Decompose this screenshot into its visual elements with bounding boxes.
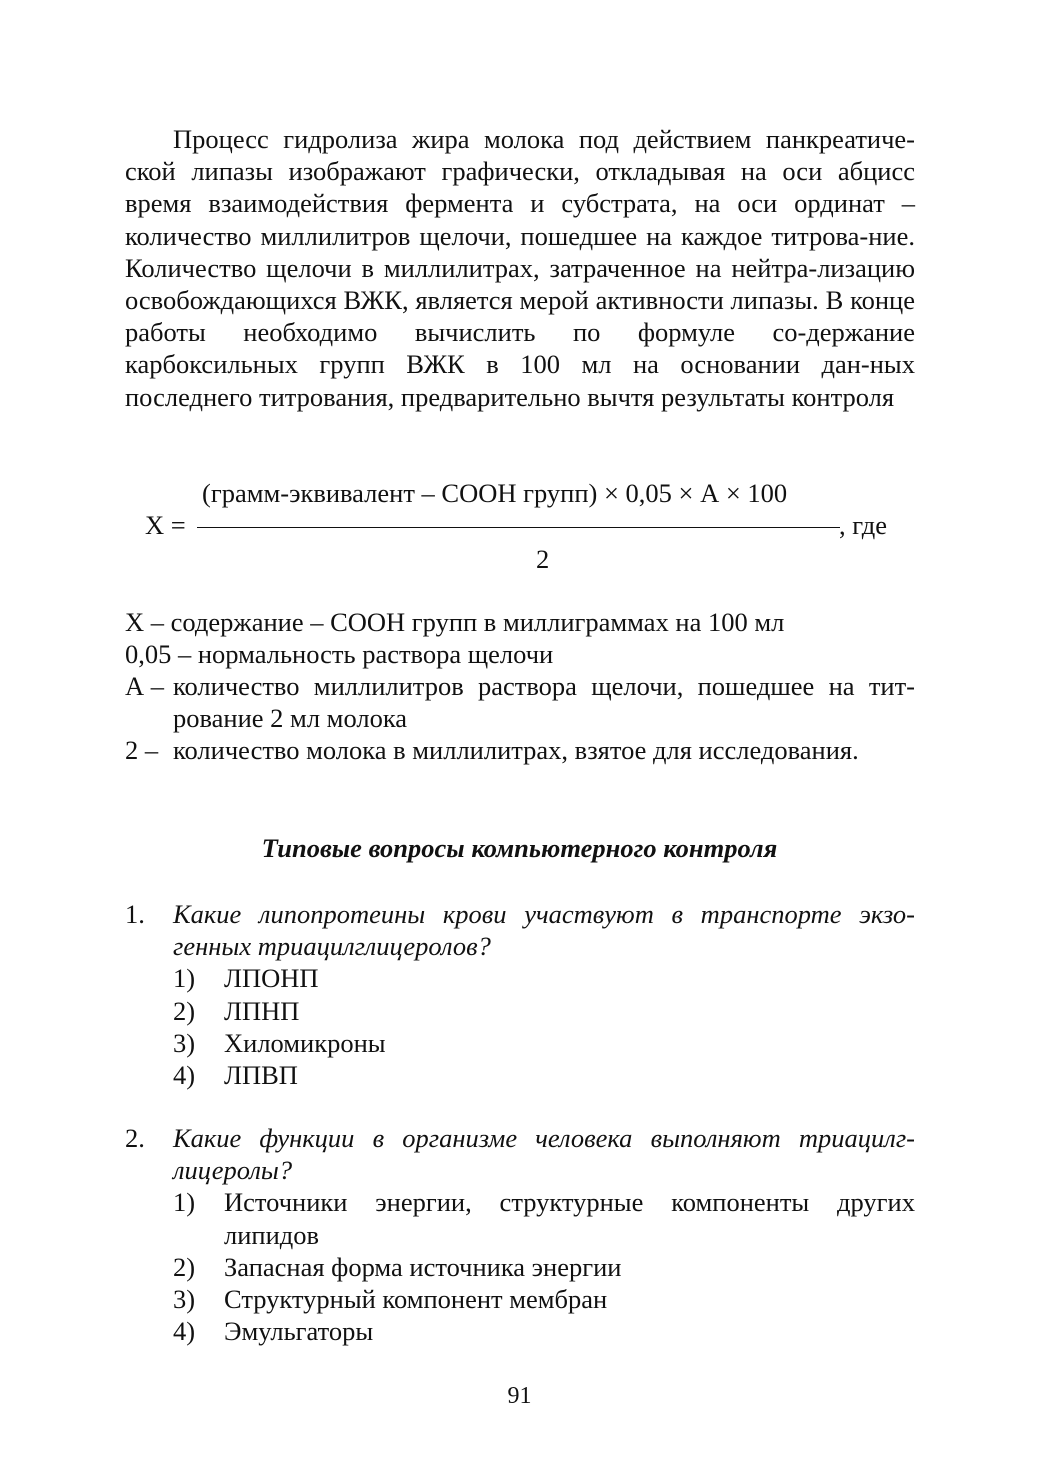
option-text: Источники энергии, структурные компоненты других липидов — [224, 1187, 915, 1250]
option-text: ЛПВП — [224, 1060, 298, 1091]
answer-option — [173, 1251, 915, 1283]
option-text: ЛПНП — [224, 995, 300, 1026]
definition-text: содержание – СООН групп в миллиграммах на 100 мл — [170, 607, 785, 637]
option-text: Структурный компонент мембран — [224, 1284, 608, 1315]
question-text: Какие функции в организме человека выполняют триацилг-лицеролы? — [173, 1123, 915, 1186]
option-text: Запасная форма источника энергии — [224, 1251, 622, 1282]
formula-numerator: (грамм-эквивалент – СООН групп) × 0,05 × А × 100 — [202, 478, 788, 508]
definition-item — [125, 670, 915, 734]
definition-term: А – — [125, 671, 165, 701]
answer-option — [173, 1315, 915, 1347]
option-number: 3) — [173, 1284, 196, 1315]
answer-option — [173, 1059, 915, 1091]
option-number: 4) — [173, 1316, 196, 1347]
definition-text: количество молока в миллилитрах, взятое для исследования. — [173, 735, 859, 765]
question-text: Какие липопротеины крови участвуют в транспорте экзо-генных триацилглицеролов? — [173, 899, 915, 962]
answer-option — [173, 1283, 915, 1315]
option-number: 2) — [173, 995, 196, 1026]
fraction-bar — [197, 527, 840, 528]
definition-text: нормальность раствора щелочи — [197, 639, 554, 669]
option-number: 1) — [173, 1187, 196, 1218]
answer-options — [173, 962, 915, 1091]
definition-item — [125, 606, 915, 638]
question-number: 2. — [125, 1123, 145, 1153]
option-number: 2) — [173, 1251, 196, 1282]
answer-options — [173, 1186, 915, 1347]
page-number: 91 — [507, 1383, 532, 1409]
answer-option — [173, 962, 915, 994]
definition-item — [125, 638, 915, 670]
option-number: 1) — [173, 963, 196, 994]
section-heading: Типовые вопросы компьютерного контроля — [261, 833, 778, 863]
option-text: Эмульгаторы — [224, 1316, 374, 1347]
formula-lhs: X = — [145, 510, 186, 540]
formula-suffix: , где — [839, 510, 888, 540]
question-2 — [125, 1122, 915, 1347]
question-number: 1. — [125, 899, 145, 929]
answer-option — [173, 995, 915, 1027]
formula-denominator: 2 — [536, 544, 550, 574]
body-paragraph: Процесс гидролиза жира молока под действием панкреатиче-ской липазы изображают графически, откладывая на оси абцисс время взаимодействия фермента и субстрата, на оси ординат – количество миллилитров щелочи, пошедшее на каждое титрова-ние. Количество щелочи в миллилитрах, затраченное на нейтра-лизацию освобождающихся ВЖК, является мерой активности липазы. В конце работы необходимо вычислить по формуле со-держание карбоксильных групп ВЖК в 100 мл на основании дан-ных последнего титрования, предварительно вычтя результаты контроля — [125, 124, 915, 412]
definition-term: X – — [125, 607, 171, 637]
definitions-list — [125, 606, 915, 766]
definition-text: количество миллилитров раствора щелочи, пошедшее на тит-рование 2 мл молока — [173, 671, 915, 733]
formula — [145, 478, 905, 578]
option-number: 4) — [173, 1060, 196, 1091]
option-number: 3) — [173, 1027, 196, 1058]
definition-item — [125, 734, 915, 766]
definition-term: 0,05 – — [125, 639, 198, 669]
answer-option — [173, 1186, 915, 1250]
option-text: ЛПОНП — [224, 963, 319, 994]
answer-option — [173, 1027, 915, 1059]
option-text: Хиломикроны — [224, 1027, 386, 1058]
question-1 — [125, 898, 915, 1091]
definition-term: 2 – — [125, 735, 159, 765]
